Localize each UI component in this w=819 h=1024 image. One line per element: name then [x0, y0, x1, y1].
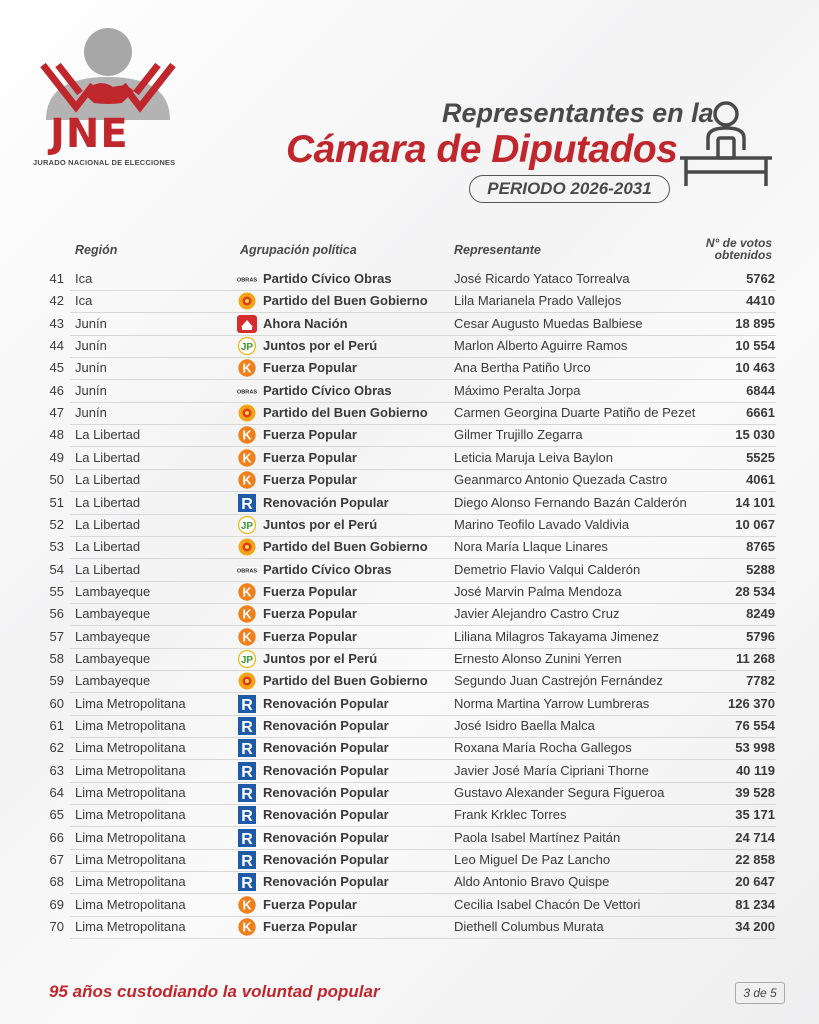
r-party-logo-icon — [237, 829, 257, 847]
svg-text:R: R — [241, 495, 253, 512]
region-name: La Libertad — [75, 427, 141, 443]
party-name: Renovación Popular — [263, 852, 389, 868]
row-number: 66 — [49, 829, 64, 845]
representative-name: Diethell Columbus Murata — [454, 919, 604, 935]
r-party-logo-icon — [237, 494, 257, 512]
representative-name: Diego Alonso Fernando Bazán Calderón — [454, 494, 687, 510]
representative-name: Leo Miguel De Paz Lancho — [454, 852, 611, 868]
representative-name: Segundo Juan Castrejón Fernández — [454, 673, 663, 689]
table-row — [40, 760, 775, 782]
row-number: 67 — [49, 852, 64, 868]
vote-count: 34 200 — [735, 919, 775, 935]
vote-count: 6844 — [746, 382, 775, 398]
table-row — [40, 603, 775, 625]
region-name: Lima Metropolitana — [75, 874, 186, 890]
party-name: Partido del Buen Gobierno — [263, 405, 428, 421]
vote-count: 53 998 — [735, 740, 775, 756]
region-name: Junín — [75, 405, 107, 421]
vote-count: 8249 — [746, 606, 775, 622]
svg-text:R: R — [241, 875, 253, 892]
table-row — [40, 916, 775, 938]
r-party-logo-icon — [237, 784, 257, 802]
svg-text:K: K — [242, 898, 252, 913]
party-name: Ahora Nación — [263, 315, 348, 331]
svg-text:R: R — [241, 786, 253, 803]
region-name: Lambayeque — [75, 628, 151, 644]
header-region: Región — [75, 243, 118, 257]
row-number: 41 — [49, 271, 64, 286]
vote-count: 11 268 — [735, 650, 775, 666]
vote-count: 76 554 — [735, 718, 775, 733]
party-name: Juntos por el Perú — [263, 516, 378, 532]
svg-text:R: R — [241, 763, 253, 780]
svg-text:OBRAS: OBRAS — [237, 568, 257, 575]
region-name: Lima Metropolitana — [75, 896, 186, 912]
row-number: 68 — [49, 874, 64, 890]
representative-name: Paola Isabel Martínez Paitán — [454, 829, 621, 845]
table-row — [40, 424, 775, 446]
table-row — [40, 290, 775, 312]
table-row — [40, 357, 775, 379]
row-number: 52 — [49, 516, 64, 532]
house-party-logo-icon — [237, 315, 257, 333]
vote-count: 14 101 — [735, 494, 775, 510]
representative-name: Lila Marianela Prado Vallejos — [454, 293, 622, 309]
footer-slogan: 95 años custodiando la voluntad popular — [49, 982, 380, 1001]
row-number: 62 — [49, 740, 64, 756]
vote-count: 10 067 — [735, 516, 775, 532]
period-badge: PERIODO 2026-2031 — [469, 175, 670, 203]
party-name: Partido del Buen Gobierno — [263, 673, 428, 689]
row-number: 46 — [49, 382, 64, 398]
vote-count: 10 463 — [735, 360, 775, 376]
party-name: Renovación Popular — [263, 695, 389, 711]
row-number: 64 — [49, 785, 64, 801]
vote-count: 5762 — [746, 271, 775, 286]
vote-count: 22 858 — [735, 852, 775, 868]
party-name: Renovación Popular — [263, 740, 389, 756]
party-name: Juntos por el Perú — [263, 338, 378, 354]
party-name: Partido Cívico Obras — [263, 561, 392, 577]
party-name: Fuerza Popular — [263, 360, 357, 376]
representative-name: Leticia Maruja Leiva Baylon — [454, 449, 613, 465]
party-name: Fuerza Popular — [263, 427, 357, 443]
header-representative: Representante — [454, 243, 541, 257]
table-row — [40, 402, 775, 424]
svg-text:K: K — [242, 607, 252, 622]
region-name: Lima Metropolitana — [75, 762, 186, 778]
region-name: Lima Metropolitana — [75, 919, 186, 935]
obras-party-logo-icon — [237, 270, 257, 288]
row-number: 43 — [49, 315, 64, 331]
region-name: Lima Metropolitana — [75, 807, 186, 823]
representative-name: Gilmer Trujillo Zegarra — [454, 427, 583, 443]
region-name: Junín — [75, 338, 107, 354]
region-name: La Libertad — [75, 516, 141, 532]
k-party-logo-icon — [237, 918, 257, 936]
svg-text:R: R — [241, 808, 253, 825]
svg-text:R: R — [241, 719, 253, 735]
region-name: La Libertad — [75, 472, 141, 488]
row-number: 63 — [49, 762, 64, 778]
table-row — [40, 469, 775, 491]
obras-party-logo-icon — [237, 561, 257, 579]
page-title-line1: Representantes en la — [442, 98, 714, 128]
row-number: 59 — [49, 673, 64, 689]
region-name: Lambayeque — [75, 673, 151, 689]
row-number: 65 — [49, 807, 64, 823]
region-name: Lima Metropolitana — [75, 852, 186, 868]
representative-name: José Ricardo Yataco Torrealva — [454, 271, 630, 286]
obras-party-logo-icon — [237, 382, 257, 400]
row-number: 53 — [49, 539, 64, 555]
k-party-logo-icon — [237, 583, 257, 601]
representative-name: Ana Bertha Patiño Urco — [454, 360, 591, 376]
svg-text:K: K — [242, 920, 252, 935]
k-party-logo-icon — [237, 426, 257, 444]
representative-name: Máximo Peralta Jorpa — [454, 382, 581, 398]
svg-text:K: K — [242, 585, 252, 600]
r-party-logo-icon — [237, 873, 257, 891]
representative-name: Nora María Llaque Linares — [454, 539, 608, 555]
jp-party-logo-icon — [237, 650, 257, 668]
representative-name: Norma Martina Yarrow Lumbreras — [454, 695, 650, 711]
sun-party-logo-icon — [237, 672, 257, 690]
table-row — [40, 737, 775, 759]
region-name: Lima Metropolitana — [75, 718, 186, 733]
region-name: Ica — [75, 293, 93, 309]
vote-count: 4410 — [746, 293, 775, 309]
party-name: Renovación Popular — [263, 718, 389, 733]
party-name: Partido Cívico Obras — [263, 271, 392, 286]
svg-text:OBRAS: OBRAS — [237, 389, 257, 396]
table-row — [40, 492, 775, 514]
region-name: La Libertad — [75, 494, 141, 510]
table-row — [40, 313, 775, 335]
svg-text:K: K — [242, 451, 252, 466]
representative-name: Frank Krklec Torres — [454, 807, 567, 823]
party-name: Fuerza Popular — [263, 583, 357, 599]
vote-count: 6661 — [746, 405, 775, 421]
row-number: 58 — [49, 650, 64, 666]
header-party: Agrupación política — [240, 243, 357, 257]
region-name: La Libertad — [75, 561, 141, 577]
logo-abbr: JNE — [50, 111, 129, 157]
table-row — [40, 715, 775, 737]
row-number: 54 — [49, 561, 64, 577]
row-number: 48 — [49, 427, 64, 443]
svg-text:K: K — [242, 361, 252, 376]
table-row — [40, 804, 775, 826]
k-party-logo-icon — [237, 896, 257, 914]
representative-name: Marlon Alberto Aguirre Ramos — [454, 338, 628, 354]
representative-name: Cesar Augusto Muedas Balbiese — [454, 315, 643, 331]
party-name: Partido del Buen Gobierno — [263, 293, 428, 309]
table-row — [40, 581, 775, 603]
representative-name: José Marvin Palma Mendoza — [454, 583, 622, 599]
svg-text:K: K — [242, 473, 252, 488]
svg-text:JP: JP — [240, 654, 254, 666]
region-name: Lambayeque — [75, 606, 151, 622]
table-row — [40, 536, 775, 558]
vote-count: 81 234 — [735, 896, 775, 912]
representative-name: Javier Alejandro Castro Cruz — [454, 606, 620, 622]
sun-party-logo-icon — [237, 538, 257, 556]
jp-party-logo-icon — [237, 516, 257, 534]
vote-count: 8765 — [746, 539, 775, 555]
party-name: Renovación Popular — [263, 762, 389, 778]
sun-party-logo-icon — [237, 292, 257, 310]
vote-count: 4061 — [746, 472, 775, 488]
party-name: Renovación Popular — [263, 874, 389, 890]
logo-full-name: JURADO NACIONAL DE ELECCIONES — [33, 158, 176, 167]
row-number: 57 — [49, 628, 64, 644]
party-name: Renovación Popular — [263, 785, 389, 801]
representative-name: Javier José María Cipriani Thorne — [454, 762, 649, 778]
representative-name: Gustavo Alexander Segura Figueroa — [454, 785, 665, 801]
party-name: Juntos por el Perú — [263, 650, 378, 666]
vote-count: 28 534 — [735, 583, 775, 599]
region-name: La Libertad — [75, 449, 141, 465]
party-name: Fuerza Popular — [263, 606, 357, 622]
r-party-logo-icon — [237, 739, 257, 757]
sun-party-logo-icon — [237, 404, 257, 422]
vote-count: 7782 — [746, 673, 775, 689]
svg-text:OBRAS: OBRAS — [237, 277, 257, 284]
region-name: Lima Metropolitana — [75, 785, 186, 801]
vote-count: 5796 — [746, 628, 775, 644]
k-party-logo-icon — [237, 359, 257, 377]
r-party-logo-icon — [237, 851, 257, 869]
region-name: Lima Metropolitana — [75, 829, 186, 845]
r-party-logo-icon — [237, 695, 257, 713]
table-row — [40, 782, 775, 804]
region-name: Junín — [75, 360, 107, 376]
svg-text:R: R — [241, 853, 253, 870]
row-number: 69 — [49, 896, 64, 912]
table-row — [40, 447, 775, 469]
representative-name: Cecilia Isabel Chacón De Vettori — [454, 896, 641, 912]
region-name: Junín — [75, 382, 107, 398]
representative-name: Carmen Georgina Duarte Patiño de Pezet — [454, 405, 696, 421]
svg-text:R: R — [241, 741, 253, 758]
r-party-logo-icon — [237, 717, 257, 735]
row-number: 51 — [49, 494, 64, 510]
vote-count: 35 171 — [735, 807, 775, 823]
table-row — [40, 827, 775, 849]
party-name: Fuerza Popular — [263, 896, 357, 912]
party-name: Partido del Buen Gobierno — [263, 539, 428, 555]
row-number: 47 — [49, 405, 64, 421]
podium-icon — [678, 98, 774, 190]
table-row — [40, 871, 775, 893]
table-row — [40, 849, 775, 871]
representative-name: Liliana Milagros Takayama Jimenez — [454, 628, 659, 644]
table-row — [40, 626, 775, 648]
party-name: Renovación Popular — [263, 494, 389, 510]
vote-count: 39 528 — [735, 785, 775, 801]
row-number: 56 — [49, 606, 64, 622]
r-party-logo-icon — [237, 762, 257, 780]
region-name: Lambayeque — [75, 650, 151, 666]
party-name: Renovación Popular — [263, 829, 389, 845]
vote-count: 15 030 — [735, 427, 775, 443]
region-name: Lambayeque — [75, 583, 151, 599]
region-name: Junín — [75, 315, 107, 331]
region-name: Lima Metropolitana — [75, 695, 186, 711]
vote-count: 10 554 — [735, 338, 775, 354]
vote-count: 126 370 — [728, 695, 775, 711]
table-row — [40, 693, 775, 715]
table-row — [40, 380, 775, 402]
r-party-logo-icon — [237, 806, 257, 824]
representative-name: José Isidro Baella Malca — [454, 718, 595, 733]
row-number: 70 — [49, 919, 64, 935]
jp-party-logo-icon — [237, 337, 257, 355]
svg-text:R: R — [241, 830, 253, 847]
svg-text:R: R — [241, 696, 253, 713]
representative-name: Marino Teofilo Lavado Valdivia — [454, 516, 630, 532]
party-name: Partido Cívico Obras — [263, 382, 392, 398]
k-party-logo-icon — [237, 449, 257, 467]
representative-name: Aldo Antonio Bravo Quispe — [454, 874, 610, 890]
region-name: Ica — [75, 271, 93, 286]
row-number: 44 — [49, 338, 64, 354]
page-title-line2: Cámara de Diputados — [286, 128, 678, 171]
table-row — [40, 335, 775, 357]
vote-count: 5288 — [746, 561, 775, 577]
region-name: Lima Metropolitana — [75, 740, 186, 756]
row-divider — [70, 938, 776, 939]
vote-count: 24 714 — [735, 829, 775, 845]
party-name: Renovación Popular — [263, 807, 389, 823]
row-number: 50 — [49, 472, 64, 488]
representative-name: Geanmarco Antonio Quezada Castro — [454, 472, 668, 488]
svg-text:K: K — [242, 630, 252, 645]
k-party-logo-icon — [237, 628, 257, 646]
row-number: 55 — [49, 583, 64, 599]
k-party-logo-icon — [237, 471, 257, 489]
row-number: 61 — [49, 718, 64, 733]
vote-count: 5525 — [746, 449, 775, 465]
representative-name: Ernesto Alonso Zunini Yerren — [454, 650, 622, 666]
k-party-logo-icon — [237, 605, 257, 623]
row-number: 60 — [49, 695, 64, 711]
row-number: 49 — [49, 449, 64, 465]
page-indicator: 3 de 5 — [735, 982, 785, 1004]
svg-text:JP: JP — [240, 342, 254, 354]
party-name: Fuerza Popular — [263, 919, 357, 935]
party-name: Fuerza Popular — [263, 449, 357, 465]
svg-text:K: K — [242, 428, 252, 443]
table-row — [40, 894, 775, 916]
header-votes: N° de votos obtenidos — [705, 236, 772, 262]
row-number: 42 — [49, 293, 64, 309]
vote-count: 40 119 — [735, 762, 775, 778]
region-name: La Libertad — [75, 539, 141, 555]
party-name: Fuerza Popular — [263, 472, 357, 488]
party-name: Fuerza Popular — [263, 628, 357, 644]
table-row — [40, 268, 775, 290]
svg-text:JP: JP — [240, 520, 254, 532]
representative-name: Demetrio Flavio Valqui Calderón — [454, 561, 641, 577]
table-row — [40, 670, 775, 692]
row-number: 45 — [49, 360, 64, 376]
representative-name: Roxana María Rocha Gallegos — [454, 740, 632, 756]
table-row — [40, 514, 775, 536]
vote-count: 18 895 — [735, 315, 775, 331]
table-row — [40, 559, 775, 581]
table-row — [40, 648, 775, 670]
vote-count: 20 647 — [735, 874, 775, 890]
